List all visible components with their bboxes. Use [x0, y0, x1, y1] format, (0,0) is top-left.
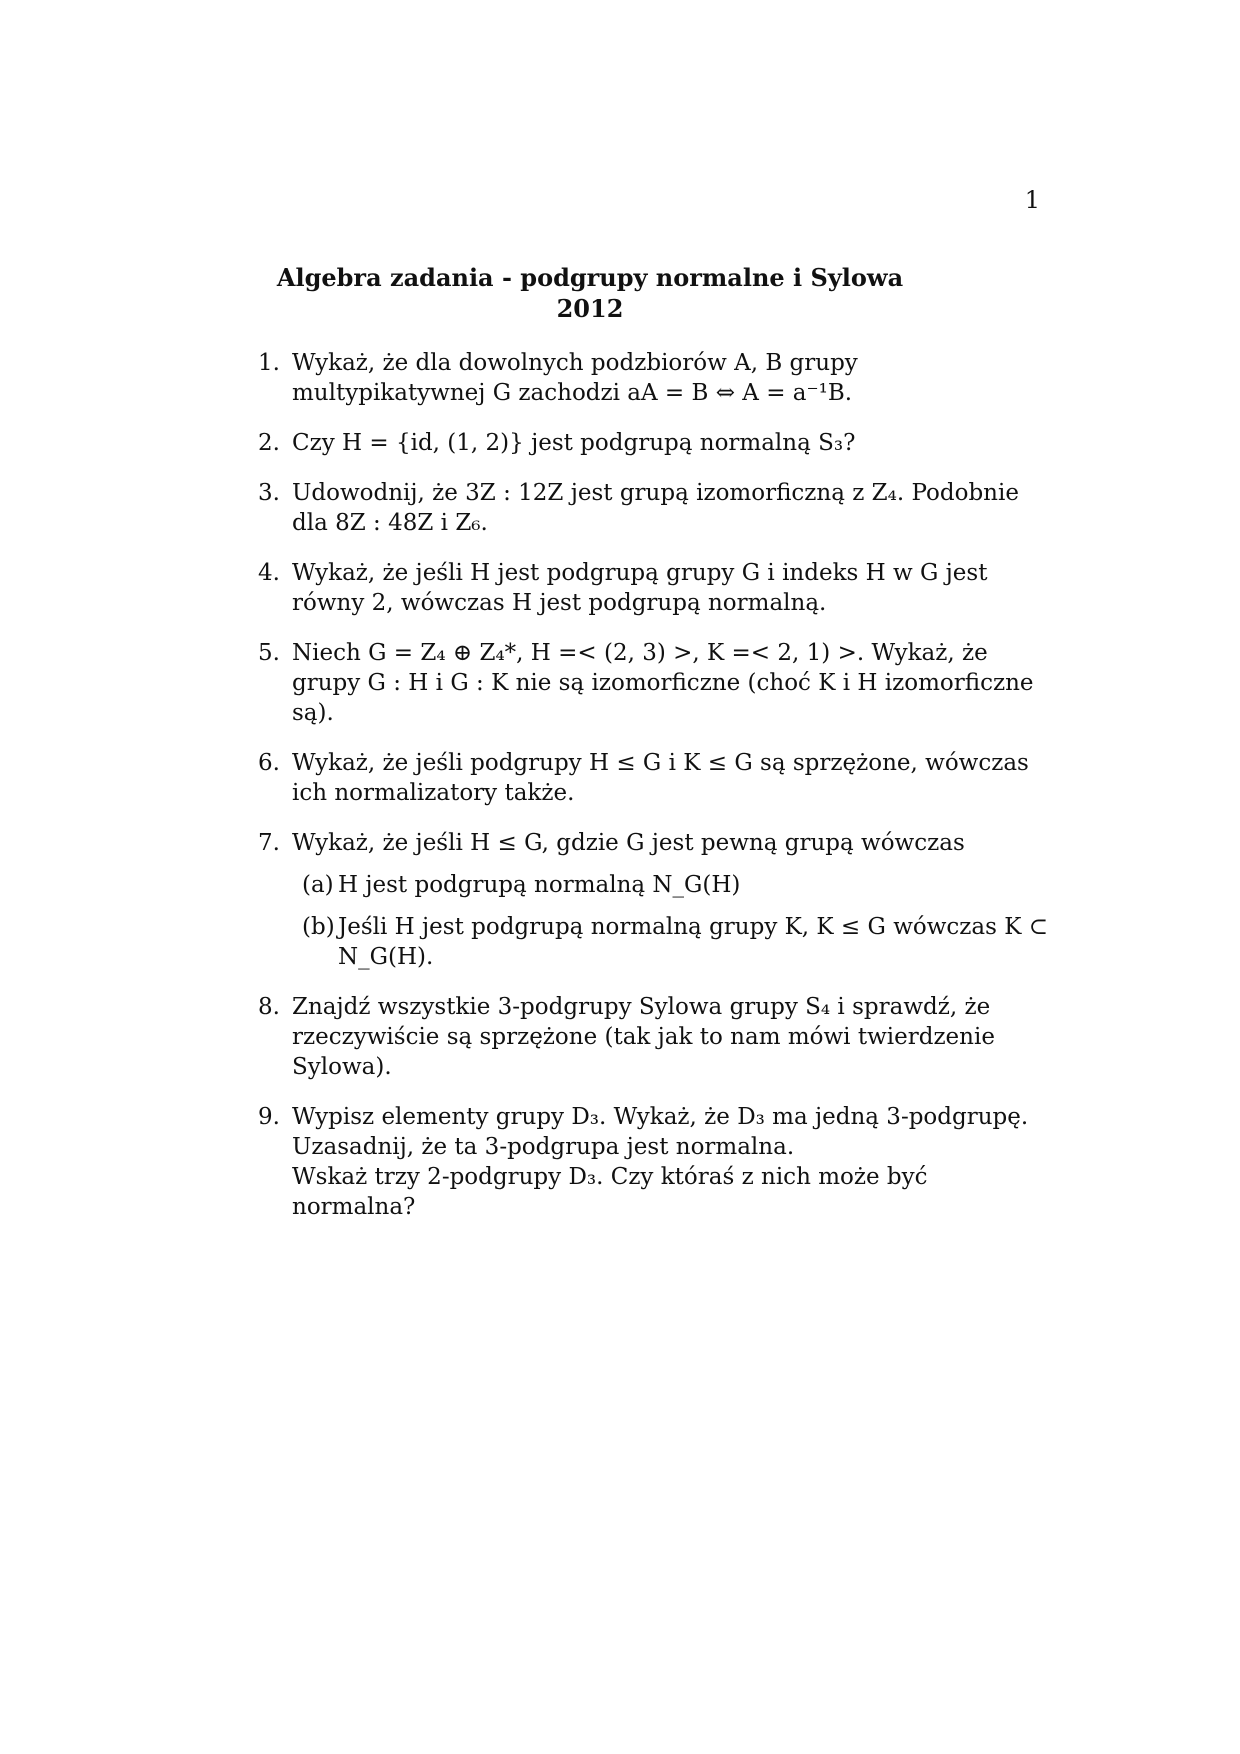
problem-item — [258, 348, 1048, 408]
title-block — [0, 262, 1180, 324]
problem-number: 7. — [258, 830, 280, 856]
problem-number: 1. — [258, 350, 280, 376]
problem-number: 9. — [258, 1104, 280, 1130]
problem-item — [258, 828, 1048, 972]
problem-item — [258, 1102, 1048, 1222]
problem-text: Wykaż, że dla dowolnych podzbiorów A, B grupy multypikatywnej G zachodzi aA = B ⇔ A = a⁻¹B. — [292, 350, 858, 406]
problem-item — [258, 428, 1048, 458]
problem-text: Wykaż, że jeśli H ≤ G, gdzie G jest pewną grupą wówczas — [292, 830, 965, 856]
page-number: 1 — [1024, 186, 1040, 214]
subproblem-text: Jeśli H jest podgrupą normalną grupy K, K ≤ G wówczas K ⊂ N_G(H). — [338, 914, 1049, 970]
page-title: Algebra zadania - podgrupy normalne i Sylowa — [276, 263, 904, 292]
problem-number: 3. — [258, 480, 280, 506]
subproblem-label: (a) — [302, 872, 334, 898]
problem-text: Niech G = Z₄ ⊕ Z₄*, H =< (2, 3) >, K =< 2, 1) >. Wykaż, że grupy G : H i G : K nie są izomorficzne (choć K i H izomorficzne są). — [292, 640, 1034, 726]
subproblem-text: H jest podgrupą normalną N_G(H) — [338, 872, 741, 898]
problem-text: Wykaż, że jeśli H jest podgrupą grupy G i indeks H w G jest równy 2, wówczas H jest podgrupą normalną. — [292, 560, 988, 616]
problem-number: 2. — [258, 430, 280, 456]
problem-text: Znajdź wszystkie 3-podgrupy Sylowa grupy S₄ i sprawdź, że rzeczywiście są sprzężone (tak jak to nam mówi twierdzenie Sylowa). — [292, 994, 995, 1080]
problem-item — [258, 638, 1048, 728]
problem-text-continued: Wskaż trzy 2-podgrupy D₃. Czy któraś z nich może być normalna? — [292, 1164, 928, 1220]
subproblem-item — [292, 912, 1048, 972]
problem-item — [258, 478, 1048, 538]
subproblem-item — [292, 870, 1048, 900]
page-year: 2012 — [556, 294, 624, 323]
problem-item — [258, 748, 1048, 808]
problem-text: Wykaż, że jeśli podgrupy H ≤ G i K ≤ G są sprzężone, wówczas ich normalizatory także. — [292, 750, 1029, 806]
problem-text: Czy H = {id, (1, 2)} jest podgrupą normalną S₃? — [292, 430, 856, 456]
problem-text: Wypisz elementy grupy D₃. Wykaż, że D₃ ma jedną 3-podgrupę. Uzasadnij, że ta 3-podgrupa jest normalna. — [292, 1104, 1029, 1160]
problem-number: 8. — [258, 994, 280, 1020]
problem-text: Udowodnij, że 3Z : 12Z jest grupą izomorficzną z Z₄. Podobnie dla 8Z : 48Z i Z₆. — [292, 480, 1019, 536]
problem-list — [258, 348, 1048, 1242]
problem-number: 6. — [258, 750, 280, 776]
problem-number: 5. — [258, 640, 280, 666]
subproblem-label: (b) — [302, 914, 335, 940]
problem-item — [258, 992, 1048, 1082]
problem-item — [258, 558, 1048, 618]
problem-number: 4. — [258, 560, 280, 586]
